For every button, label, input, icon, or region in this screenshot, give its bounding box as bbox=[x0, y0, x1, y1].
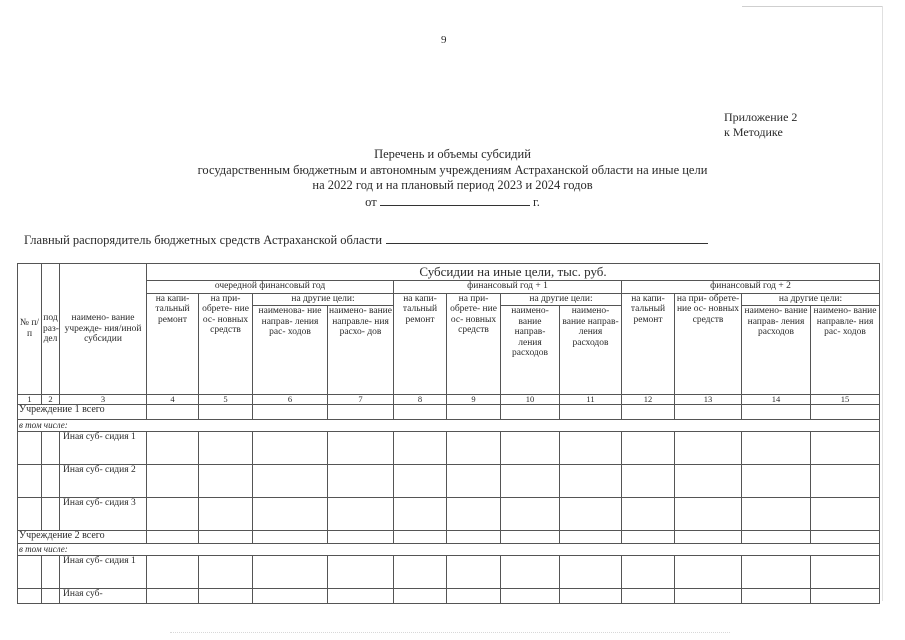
header-y0-direction-2: наимено- вание направле- ния расхо- дов bbox=[328, 306, 394, 395]
header-y2-other: на другие цели: bbox=[742, 293, 880, 306]
header-y2-fixed-assets: на при- обрете- ние ос- новных средств bbox=[675, 293, 742, 394]
header-y1-other: на другие цели: bbox=[501, 293, 622, 306]
title-line-1: Перечень и объемы субсидий bbox=[374, 147, 531, 161]
header-y1-direction-2: наимено- вание направ- ления расходов bbox=[560, 306, 622, 395]
header-y0-other: на другие цели: bbox=[253, 293, 394, 306]
subsidy-row-4 bbox=[18, 556, 880, 589]
col-number: 13 bbox=[675, 394, 742, 405]
header-year-plus-1: финансовый год + 1 bbox=[394, 280, 622, 293]
subsidy-row-3 bbox=[18, 497, 880, 530]
col-number: 11 bbox=[560, 394, 622, 405]
header-num: № п/п bbox=[18, 264, 42, 395]
header-row-1 bbox=[18, 264, 880, 281]
subsidies-table bbox=[17, 263, 880, 604]
header-year-plus-2: финансовый год + 2 bbox=[622, 280, 880, 293]
date-prefix: от bbox=[365, 194, 377, 209]
col-number: 1 bbox=[18, 394, 42, 405]
subsidy-3-label: Иная суб- сидия 3 bbox=[60, 497, 147, 530]
subsidy-2-label: Иная суб- сидия 2 bbox=[60, 465, 147, 498]
col-number: 7 bbox=[328, 394, 394, 405]
col-number: 5 bbox=[199, 394, 253, 405]
including-row-2 bbox=[18, 544, 880, 556]
institution-2-total-label: Учреждение 2 всего bbox=[18, 530, 147, 544]
date-line bbox=[0, 194, 905, 211]
header-y0-direction-1: наименова- ние направ- ления рас- ходов bbox=[253, 306, 328, 395]
col-number: 3 bbox=[60, 394, 147, 405]
appendix-line-1: Приложение 2 bbox=[724, 110, 798, 124]
header-year-current: очередной финансовый год bbox=[147, 280, 394, 293]
header-y2-capital-repair: на капи- тальный ремонт bbox=[622, 293, 675, 394]
col-number: 9 bbox=[447, 394, 501, 405]
distributor-label: Главный распорядитель бюджетных средств Астраханской области bbox=[24, 233, 383, 247]
header-y2-direction-2: наимено- вание направле- ния рас- ходов bbox=[811, 306, 880, 395]
header-row-3 bbox=[18, 293, 880, 306]
institution-1-total-row bbox=[18, 405, 880, 420]
header-y1-fixed-assets: на при- обрете- ние ос- новных средств bbox=[447, 293, 501, 394]
page-number: 9 bbox=[441, 34, 447, 46]
col-number: 2 bbox=[42, 394, 60, 405]
subsidy-1-label: Иная суб- сидия 1 bbox=[60, 432, 147, 465]
header-y2-direction-1: наимено- вание направ- ления расходов bbox=[742, 306, 811, 395]
subsidy-1-label: Иная суб- сидия 1 bbox=[60, 556, 147, 589]
distributor-line bbox=[24, 232, 708, 248]
scan-edge-line-vertical bbox=[882, 6, 883, 601]
header-y1-direction-1: наимено- вание направ- ления расходов bbox=[501, 306, 560, 395]
appendix-line-2: к Методике bbox=[724, 125, 783, 139]
header-institution: наимено- вание учрежде- ния/иной субсидии bbox=[60, 264, 147, 395]
title-line-3: на 2022 год и на плановый период 2023 и 2024 годов bbox=[312, 178, 593, 192]
subsidy-row-2 bbox=[18, 465, 880, 498]
column-number-row bbox=[18, 394, 880, 405]
scan-edge-line bbox=[742, 6, 882, 7]
date-blank bbox=[380, 194, 530, 206]
including-label: в том числе: bbox=[18, 544, 880, 556]
title-line-2: государственным бюджетным и автономным учреждениям Астраханской области на иные цели bbox=[197, 162, 708, 177]
col-number: 10 bbox=[501, 394, 560, 405]
subsidy-row-1 bbox=[18, 432, 880, 465]
header-row-2 bbox=[18, 280, 880, 293]
header-subsidies: Субсидии на иные цели, тыс. руб. bbox=[147, 264, 880, 281]
header-y0-fixed-assets: на при- обрете- ние ос- новных средств bbox=[199, 293, 253, 394]
header-subsection: под раз- дел bbox=[42, 264, 60, 395]
including-label: в том числе: bbox=[18, 420, 880, 432]
col-number: 14 bbox=[742, 394, 811, 405]
date-suffix: г. bbox=[532, 194, 540, 209]
appendix-note bbox=[724, 110, 797, 140]
header-y0-capital-repair: на капи- тальный ремонт bbox=[147, 293, 199, 394]
document-title bbox=[0, 147, 905, 210]
subsidy-row-5 bbox=[18, 589, 880, 604]
col-number: 12 bbox=[622, 394, 675, 405]
col-number: 6 bbox=[253, 394, 328, 405]
institution-2-total-row bbox=[18, 530, 880, 544]
including-row-1 bbox=[18, 420, 880, 432]
col-number: 8 bbox=[394, 394, 447, 405]
scan-noise bbox=[170, 632, 730, 634]
header-y1-capital-repair: на капи- тальный ремонт bbox=[394, 293, 447, 394]
subsidy-partial-label: Иная суб- bbox=[60, 589, 147, 604]
col-number: 15 bbox=[811, 394, 880, 405]
col-number: 4 bbox=[147, 394, 199, 405]
distributor-blank bbox=[386, 232, 708, 244]
institution-1-total-label: Учреждение 1 всего bbox=[18, 405, 147, 420]
